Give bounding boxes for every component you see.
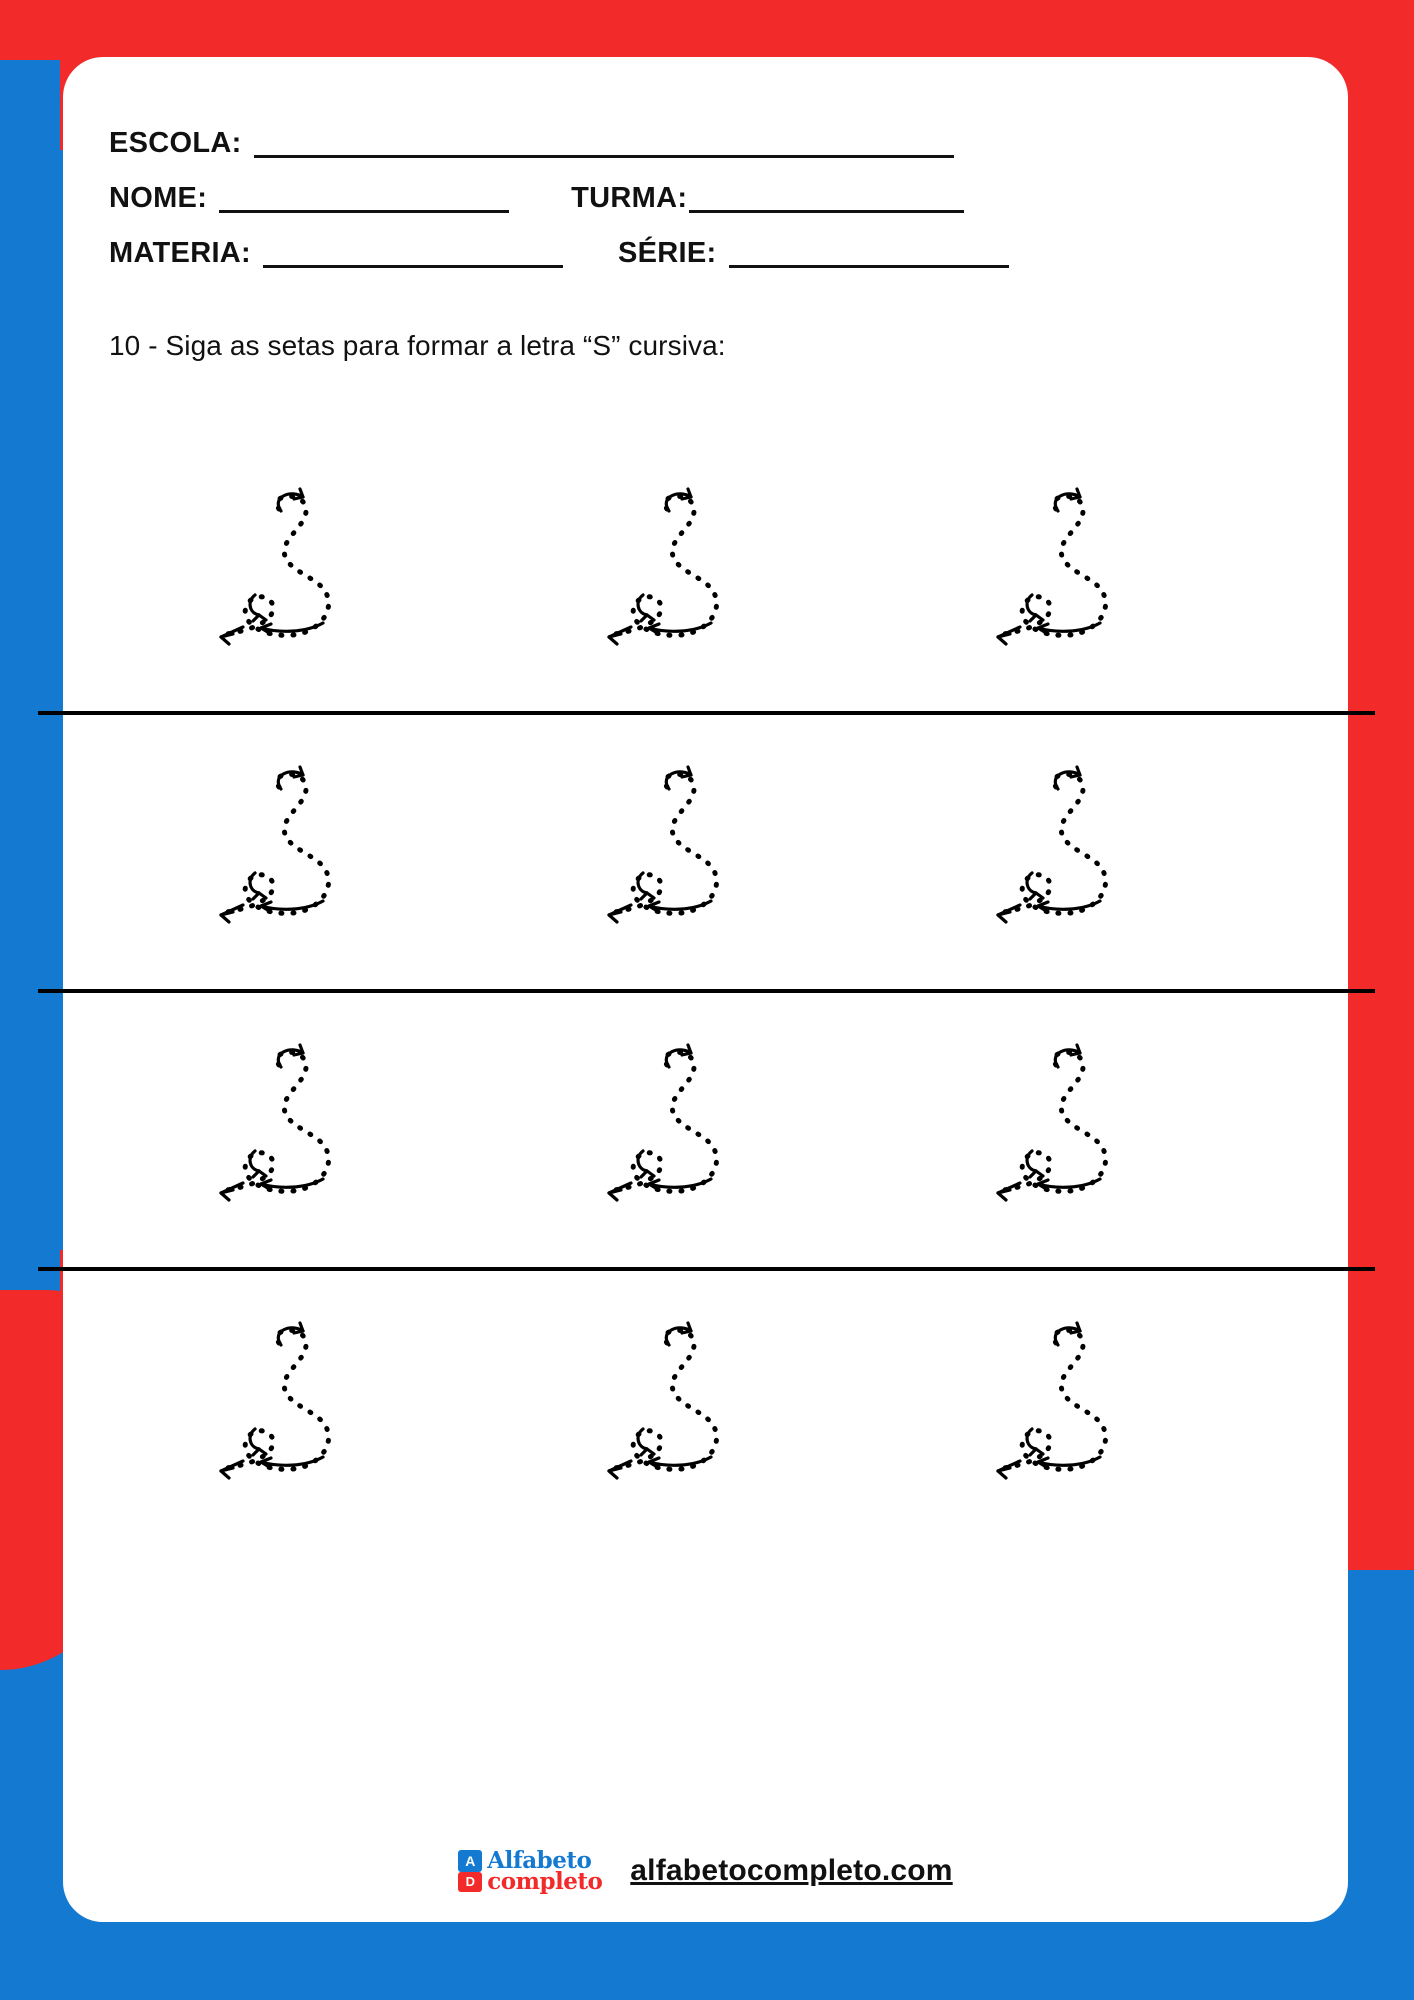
field-row-nome-turma [109,184,1289,213]
practice-row-items [38,993,1323,1271]
footer [63,1848,1348,1894]
instruction-text: 10 - Siga as setas para formar a letra “S” cursiva: [109,330,726,361]
field-row-materia-serie [109,239,1289,268]
dotted-cursive-s-with-arrows-icon[interactable] [207,1315,377,1505]
logo-letter-d-icon: D [458,1872,482,1892]
site-url-link[interactable]: alfabetocompleto.com [630,1854,953,1887]
field-line-materia[interactable] [263,239,563,268]
field-row-escola [109,129,1289,158]
field-serie[interactable] [618,239,1009,268]
practice-row-items [38,715,1323,993]
field-label-escola: ESCOLA: [109,127,242,159]
dotted-cursive-s-with-arrows-icon[interactable] [207,759,377,949]
field-label-serie: SÉRIE: [618,237,717,269]
field-line-nome[interactable] [219,184,509,213]
practice-row [38,715,1323,993]
field-materia[interactable] [109,239,563,268]
dotted-cursive-s-with-arrows-icon[interactable] [595,759,765,949]
practice-row [38,1271,1323,1549]
practice-row [38,993,1323,1271]
logo-word-alfabeto: Alfabeto [487,1847,592,1874]
field-escola[interactable] [109,129,954,158]
worksheet-sheet [63,57,1348,1922]
dotted-cursive-s-with-arrows-icon[interactable] [984,1315,1154,1505]
logo-word-completo: completo [487,1868,603,1895]
field-label-nome: NOME: [109,182,208,214]
dotted-cursive-s-with-arrows-icon[interactable] [984,481,1154,671]
header-fields [109,129,1289,294]
dotted-cursive-s-with-arrows-icon[interactable] [207,481,377,671]
dotted-cursive-s-with-arrows-icon[interactable] [595,1315,765,1505]
practice-row [38,437,1323,715]
background-red-strip [0,0,1414,60]
dotted-cursive-s-with-arrows-icon[interactable] [984,759,1154,949]
field-line-turma[interactable] [689,184,964,213]
field-line-serie[interactable] [729,239,1009,268]
dotted-cursive-s-with-arrows-icon[interactable] [984,1037,1154,1227]
field-line-escola[interactable] [254,129,954,158]
dotted-cursive-s-with-arrows-icon[interactable] [595,1037,765,1227]
dotted-cursive-s-with-arrows-icon[interactable] [207,1037,377,1227]
field-label-turma: TURMA: [571,182,688,214]
practice-row-items [38,1271,1323,1549]
practice-area [38,437,1323,1549]
logo-letter-a-icon: A [458,1850,482,1872]
dotted-cursive-s-with-arrows-icon[interactable] [595,481,765,671]
field-label-materia: MATERIA: [109,237,252,269]
logo-bottom-line [458,1868,608,1895]
practice-row-items [38,437,1323,715]
field-turma[interactable] [571,184,964,213]
site-logo[interactable] [458,1848,608,1894]
field-nome[interactable] [109,184,509,213]
